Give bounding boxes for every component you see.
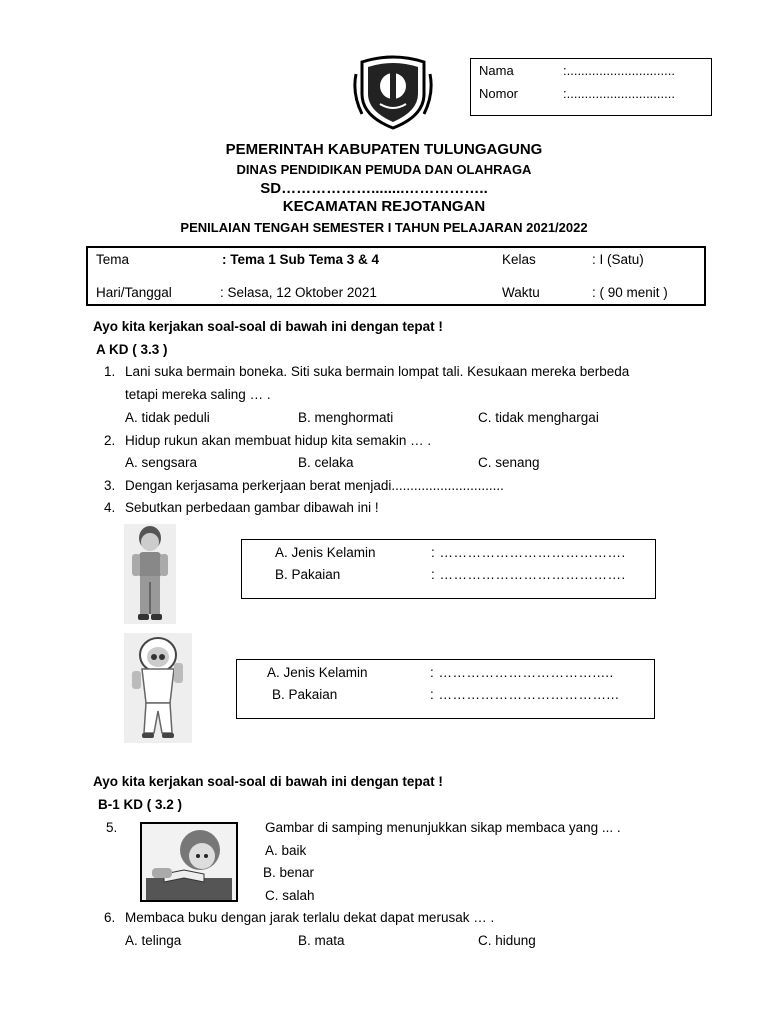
q6-number: 6. bbox=[104, 910, 116, 925]
section-a-instruction: Ayo kita kerjakan soal-soal di bawah ini dengan tepat ! bbox=[93, 319, 443, 334]
q2-option-a[interactable]: A. sengsara bbox=[125, 455, 198, 470]
q4-text: Sebutkan perbedaan gambar dibawah ini ! bbox=[125, 500, 379, 515]
student-identity-box bbox=[470, 58, 712, 116]
answer-box-2 bbox=[236, 659, 655, 719]
girl-illustration bbox=[124, 633, 192, 743]
regency-logo bbox=[352, 54, 434, 130]
box1-gender-field[interactable]: : …………………………………. bbox=[431, 545, 626, 560]
school-name-line: SD………………........…………….. bbox=[260, 180, 488, 197]
q2-text: Hidup rukun akan membuat hidup kita semakin … . bbox=[125, 433, 432, 448]
section-b-kd: B-1 KD ( 3.2 ) bbox=[98, 797, 183, 812]
tema-label: Tema bbox=[96, 252, 130, 267]
q2-number: 2. bbox=[104, 433, 116, 448]
box2-gender-label: A. Jenis Kelamin bbox=[267, 665, 368, 680]
waktu-value: : ( 90 menit ) bbox=[592, 285, 668, 300]
government-title: PEMERINTAH KABUPATEN TULUNGAGUNG bbox=[225, 141, 543, 158]
box1-clothing-field[interactable]: : …………………………………. bbox=[431, 567, 626, 582]
name-row bbox=[479, 63, 675, 78]
name-field[interactable]: :.............................. bbox=[563, 63, 675, 78]
section-b-instruction: Ayo kita kerjakan soal-soal di bawah ini dengan tepat ! bbox=[93, 774, 443, 789]
q6-text: Membaca buku dengan jarak terlalu dekat dapat merusak … . bbox=[125, 910, 495, 925]
number-row bbox=[479, 86, 675, 101]
q1-option-b[interactable]: B. menghormati bbox=[298, 410, 394, 425]
boy-illustration bbox=[124, 524, 176, 624]
hari-value: : Selasa, 12 Oktober 2021 bbox=[220, 285, 377, 300]
kelas-label: Kelas bbox=[502, 252, 536, 267]
q5-option-a[interactable]: A. baik bbox=[265, 843, 307, 858]
box2-gender-field[interactable]: : ……………………………..... bbox=[430, 665, 614, 680]
name-label: Nama bbox=[479, 63, 514, 78]
q5-text: Gambar di samping menunjukkan sikap membaca yang ... . bbox=[265, 820, 621, 835]
exam-info-box bbox=[86, 246, 706, 306]
q1-number: 1. bbox=[104, 364, 116, 379]
department-title: DINAS PENDIDIKAN PEMUDA DAN OLAHRAGA bbox=[236, 162, 532, 177]
exam-title: PENILAIAN TENGAH SEMESTER I TAHUN PELAJARAN 2021/2022 bbox=[180, 220, 588, 235]
box1-gender-label: A. Jenis Kelamin bbox=[275, 545, 376, 560]
q6-option-b[interactable]: B. mata bbox=[298, 933, 345, 948]
q2-option-c[interactable]: C. senang bbox=[478, 455, 540, 470]
hari-label: Hari/Tanggal bbox=[96, 285, 172, 300]
q1-text: Lani suka bermain boneka. Siti suka bermain lompat tali. Kesukaan mereka berbeda bbox=[125, 364, 630, 379]
waktu-label: Waktu bbox=[502, 285, 540, 300]
box2-clothing-label: B. Pakaian bbox=[272, 687, 338, 702]
q1-text-cont: tetapi mereka saling … . bbox=[125, 387, 271, 402]
q4-number: 4. bbox=[104, 500, 116, 515]
q5-option-c[interactable]: C. salah bbox=[265, 888, 315, 903]
box1-clothing-label: B. Pakaian bbox=[275, 567, 341, 582]
q3-number: 3. bbox=[104, 478, 116, 493]
q1-option-a[interactable]: A. tidak peduli bbox=[125, 410, 210, 425]
box2-clothing-field[interactable]: : ………………………………... bbox=[430, 687, 620, 702]
answer-box-1 bbox=[241, 539, 656, 599]
q6-option-c[interactable]: C. hidung bbox=[478, 933, 536, 948]
section-a-kd: A KD ( 3.3 ) bbox=[96, 342, 168, 357]
kelas-value: : I (Satu) bbox=[592, 252, 644, 267]
number-label: Nomor bbox=[479, 86, 519, 101]
number-field[interactable]: :.............................. bbox=[563, 86, 675, 101]
q6-option-a[interactable]: A. telinga bbox=[125, 933, 182, 948]
q1-option-c[interactable]: C. tidak menghargai bbox=[478, 410, 599, 425]
district-title: KECAMATAN REJOTANGAN bbox=[282, 198, 486, 215]
tema-value: : Tema 1 Sub Tema 3 & 4 bbox=[222, 252, 380, 267]
q2-option-b[interactable]: B. celaka bbox=[298, 455, 354, 470]
reading-illustration bbox=[140, 822, 238, 902]
q5-number: 5. bbox=[106, 820, 118, 835]
q3-text: Dengan kerjasama perkerjaan berat menjadi.............................. bbox=[125, 478, 504, 493]
q5-option-b[interactable]: B. benar bbox=[263, 865, 315, 880]
